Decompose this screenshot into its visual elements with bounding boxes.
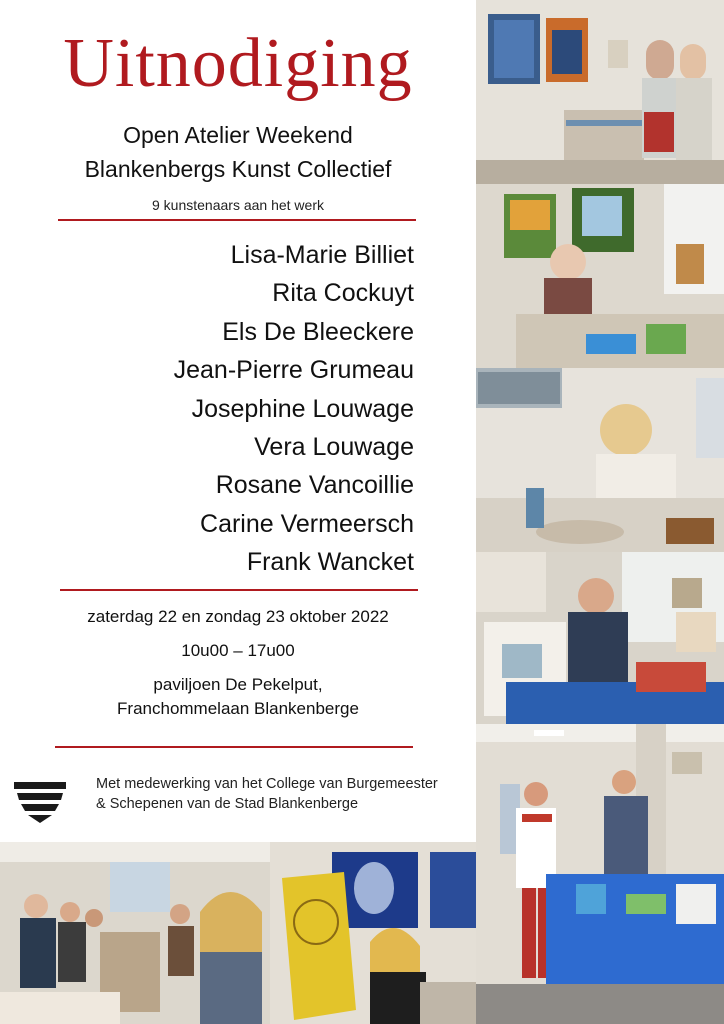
credit-line-1: Met medewerking van het College van Burgemeester (96, 776, 438, 792)
sponsor-credit (96, 774, 438, 814)
photo-painter-1 (476, 184, 724, 368)
photo-painter-3 (476, 552, 724, 724)
invitation-title: Uitnodiging (63, 25, 413, 102)
artist-count: 9 kunstenaars aan het werk (152, 197, 324, 213)
event-hours: 10u00 – 17u00 (181, 641, 295, 660)
photo-group-toast (0, 842, 270, 1024)
photo-studio-wall (476, 0, 724, 184)
venue-name: paviljoen De Pekelput, (153, 675, 323, 694)
photo-painter-2 (476, 368, 724, 552)
venue-address: Franchommelaan Blankenberge (117, 699, 359, 718)
artist-name: Josephine Louwage (191, 394, 414, 423)
collective-name: Blankenbergs Kunst Collectief (84, 156, 392, 182)
city-logo-icon (14, 782, 66, 824)
artist-name: Rosane Vancoillie (215, 471, 414, 500)
event-dates: zaterdag 22 en zondag 23 oktober 2022 (87, 607, 389, 626)
artist-name: Vera Louwage (254, 433, 414, 462)
divider-middle (60, 589, 418, 591)
photo-exhibition-room (476, 724, 724, 1024)
artist-name: Els De Bleeckere (222, 317, 414, 346)
artist-name: Frank Wancket (246, 548, 414, 577)
artist-name: Lisa-Marie Billiet (230, 241, 414, 269)
artist-name: Rita Cockuyt (272, 279, 414, 308)
divider-top (58, 219, 416, 221)
artist-name: Carine Vermeersch (200, 509, 414, 538)
divider-bottom (55, 746, 413, 748)
artist-list (174, 236, 414, 582)
credit-line-2: & Schepenen van de Stad Blankenberge (96, 796, 359, 812)
event-name: Open Atelier Weekend (123, 122, 353, 148)
photo-yellow-canvas (270, 842, 476, 1024)
artist-name: Jean-Pierre Grumeau (173, 356, 414, 385)
